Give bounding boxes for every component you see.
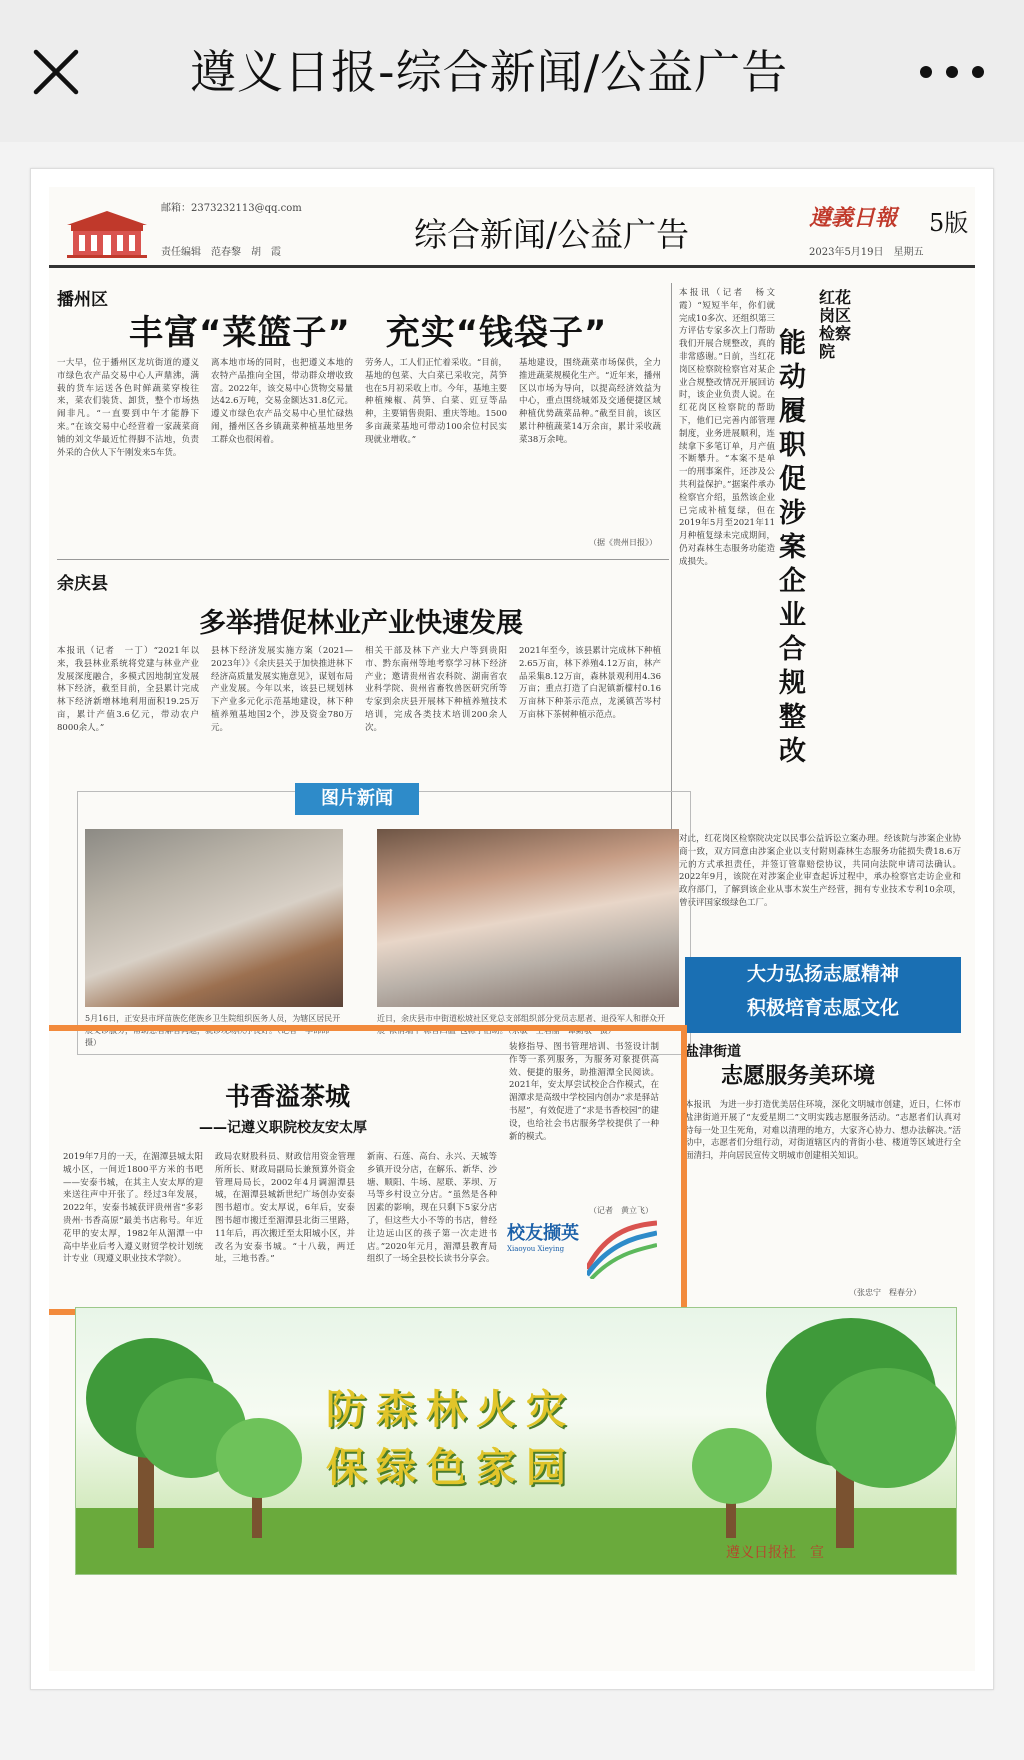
volunteer-body: 本报讯 为进一步打造优美居住环境，深化文明城市创建，近日，仁怀市盐津街道开展了“友爱星期二”文明实践志愿服务活动。“志愿者们认真对待每一处卫生死角，对难以清理的地方，大家齐心协力、想办法解决。”活动中，志愿者们分组行动，对街道辖区内的背街小巷、楼道等区域进行全面清扫，并向居民宣传文明城市创建相关知识。 (685, 1100, 961, 1162)
newspaper-page[interactable] (49, 187, 975, 1671)
volunteer-headline: 志愿服务美环境 (721, 1064, 876, 1089)
article3-col1: 2019年7月的一天，在湄潭县城太阳城小区，一间近1800平方米的书吧——安泰书城，在其主人安太厚的迎来送往声中开张了。经过3年发展，2022年，安泰书城获评贵州省“多彩贵州·书香高原”最美书店称号。年近花甲的安太厚，1982年从湄潭一中高中毕业后考入遵义财贸学校计划统计专业（现遵义职业技术学院）。 (63, 1152, 203, 1265)
sidebar-headline: 能动履职促涉案企业合规整改 (779, 328, 806, 767)
divider (57, 559, 669, 560)
article3-col2: 政局农财股科员、财政信用资金管理所所长、财政局副局长兼预算外资金管理局局长，2002年4月调湄潭县城，在湄潭县城新世纪广场创办安泰图书超市。安太厚说，6年后，安泰图书超市搬迁至湄潭县北街三里路，11年后，再次搬迁至太阳城小区，并改名为安泰书城。“十八载，两迁址，三地书香。” (215, 1152, 355, 1265)
building-logo-icon (63, 207, 151, 259)
article1-region: 播州区 (57, 290, 108, 310)
ad-slogan-line1: 防森林火灾 (326, 1387, 576, 1433)
masthead-email: 邮箱：2373232113@qq.com (161, 203, 302, 214)
alumni-badge-text: 校友撷英 (507, 1223, 579, 1244)
article2-col3: 相关干部及林下产业大户等到贵阳市、黔东南州等地考察学习林下经济产业；邀请贵州省农科院、湖南省农业科学院、贵州省畜牧兽医研究所等专家到余庆县开展林下种植养殖技术培训，完成各类技术培训200余人次。 (365, 646, 507, 733)
ad-ground (76, 1508, 956, 1574)
volunteer-line1: 大力弘扬志愿精神 (746, 963, 899, 985)
sidebar-col2: 对此，红花岗区检察院决定以民事公益诉讼立案办理。经该院与涉案企业协商一致，双方同意由涉案企业以支付附则森林生态服务功能损失费18.6万元的方式承担责任，并签订管靠赔偿协议，共同向法院申请司法确认。2022年9月，该院在对涉案企业审查起诉过程中，承办检察官走访企业和政府部门，了解到该企业从事木炭生产经营，拥有专业技术专利10余项，曾获评国家级绿色工厂。 (679, 834, 961, 908)
article1-col3: 劳务人，工人们正忙着采收。“目前，基地的包菜、大白菜已采收完，莴笋也在5月初采收上市。今年，基地主要种植辣椒、莴笋、白菜、豇豆等品种，主要销售贵阳、重庆等地。1500多亩蔬菜基地可带动100余位村民实现就业增收。” (365, 358, 507, 445)
article3-byline: （记者 黄立飞） (589, 1206, 653, 1215)
issue-date: 2023年5月19日 星期五 (809, 247, 924, 258)
photo-clinic[interactable] (85, 829, 343, 1007)
tree-icon (816, 1368, 956, 1488)
article3-headline: 书香溢茶城 (225, 1082, 351, 1111)
article2-col1: 本报讯（记者 一丁）“2021年以来，我县林业系统将党建与林业产业发展深度融合，多模式因地制宜发展林下经济，截至目前，全县累计完成林下经济新增林地利用面积19.25万亩，累计产值3.6亿元，带动农户8000余人。” (57, 646, 199, 733)
ad-credit: 遵义日报社 宣 (726, 1545, 824, 1561)
article1-byline: （据《贵州日报》） (589, 538, 657, 547)
article3-col3: 新南、石莲、高台、永兴、天城等乡镇开设分店，在解乐、新华、沙塘、顺阳、牛场、屋联、茅坝、万马等乡村设立分店。“虽然是各种因素的影响，现在只剩下5家分店了，但这些大小不等的书店，曾经让边远山区的孩子第一次走进书店。”2020年元月，湄潭县教育局组织了一场全县校长读书分享会。 (367, 1152, 497, 1265)
article2-col2: 县林下经济发展实施方案（2021—2023年）》《余庆县关于加快推进林下经济高质量发展实施意见》，谋划布局产业发展。今年以来，该县已规划林下产业多元化示范基地建设，林下种植养殖基地国2个，涉及资金780万元。 (211, 646, 353, 733)
volunteer-byline: （张忠宁 程春分） (849, 1288, 921, 1297)
masthead (49, 187, 975, 268)
forest-fire-ad[interactable] (75, 1307, 957, 1575)
tree-icon (216, 1418, 302, 1498)
alumni-badge-sub: Xiaoyou Xieying (507, 1245, 565, 1253)
volunteer-region: 盐津街道 (685, 1044, 741, 1060)
masthead-editors: 责任编辑 范春黎 胡 霞 (161, 247, 281, 258)
title-bar (0, 0, 1024, 142)
page-number: 5版 (929, 209, 969, 237)
article3-col4: 装修指导、图书管理培训、书签设计制作等一系列服务，为服务对象提供高效、便捷的服务，助推湄潭全民阅读。2021年，安太厚尝试校企合作模式，在湄潭求是高级中学校园内创办“求是驿站书屋”，有效促进了“求是书香校园”的建设，也给社会书店服务学校提供了一种新的模式。 (509, 1042, 659, 1142)
ad-slogan-line2: 保绿色家园 (326, 1445, 576, 1491)
page-title: 遵义日报-综合新闻/公益广告 (190, 45, 789, 99)
close-icon[interactable] (30, 46, 82, 98)
article3-subhead: ——记遵义职院校友安太厚 (199, 1120, 367, 1136)
more-options-icon[interactable] (920, 62, 984, 82)
section-title: 综合新闻/公益广告 (414, 215, 690, 254)
article2-col4: 2021年至今，该县累计完成林下种植2.65万亩，林下养殖4.12万亩，林产品采集8.12万亩，森林景观利用4.36万亩；重点打造了白泥镇新檬村0.16万亩林下种茶示范点，龙溪镇苦岑村万亩林下茶树种植示范点。 (519, 646, 661, 720)
article1-col1: 一大早，位于播州区龙坑街道的遵义市绿色农产品交易中心人声鼎沸，满载的货车运送各色时鲜蔬菜穿梭往来，菜农们装货、卸货，整个市场热闹非凡。“一直要到中午才能静下来。”在该交易中心经营着一家蔬菜商铺的刘文华最近忙得脚不沾地，负责外采的合伙人下午刚发来5车货。 (57, 358, 199, 458)
article1-headline: 丰富“菜篮子” 充实“钱袋子” (129, 313, 608, 353)
photo-zongzi[interactable] (377, 829, 679, 1007)
article1-col2: 离本地市场的同时，也把遵义本地的农特产品推向全国，带动群众增收致富。2022年，该交易中心货物交易量达42.6万吨，交易金额达31.8亿元。遵义市绿色农产品交易中心里忙碌热闹，播州区各乡镇蔬菜种植基地里务工群众也很闲着。 (211, 358, 353, 445)
photo-news-label: 图片新闻 (295, 783, 419, 815)
brand-logo: 遵義日報 (809, 205, 898, 231)
tree-icon (692, 1428, 772, 1504)
photo2-caption: 近日，余庆县市中街道松坡社区党总支部组织部分党员志愿者、退役军人和群众开展“浓情端午·粽香四溢”包粽子活动。（余敏 王君丽 谭勤敬 摄） (377, 1014, 665, 1035)
volunteer-banner (685, 957, 961, 1033)
article2-region: 余庆县 (57, 574, 108, 594)
article1-col4: 基地建设，围绕蔬菜市场保供，全力推进蔬菜规模化生产。“近年来，播州区以市场为导向，以提高经济效益为中心，重点围绕城郊及交通便捷区域种植优势蔬菜品种。”截至目前，该区累计种植蔬菜14万余亩，累计采收蔬菜38万余吨。 (519, 358, 661, 445)
volunteer-line2: 积极培育志愿文化 (746, 997, 899, 1019)
newspaper-frame (30, 168, 994, 1690)
article2-headline: 多举措促林业产业快速发展 (199, 608, 523, 639)
photo1-caption: 5月16日，正安县市坪苗族仡佬族乡卫生院组织医务人员，为辖区居民开展义诊服务，帮助患者解答问题，就诊现场秩序良好。（记者 李锦锦 摄） (85, 1014, 341, 1047)
highlight-frame (49, 1025, 687, 1315)
sidebar-col1: 本报讯（记者 杨文霞）“短短半年，你们就完成10多次、还组织第三方评估专家多次上门帮助我们开展合规整改，真的非常感谢。”日前，当红花岗区检察院检察官对某企业合规整改情况开展回访时，该企业负责人说。在红花岗区检察院的帮助下，他们已完善内部管理制度，业务进展顺利，连续拿下多笔订单，月产值不断攀升。“本案不是单一的刑事案件，还涉及公共利益保护。”据案件承办检察官介绍，虽然该企业已完成补植复绿，但在2019年5月至2021年11月种植复绿未完成期间，仍对森林生态服务功能造成损失。 (679, 288, 775, 567)
sidebar-place: 红花岗区检察院 (819, 288, 852, 361)
